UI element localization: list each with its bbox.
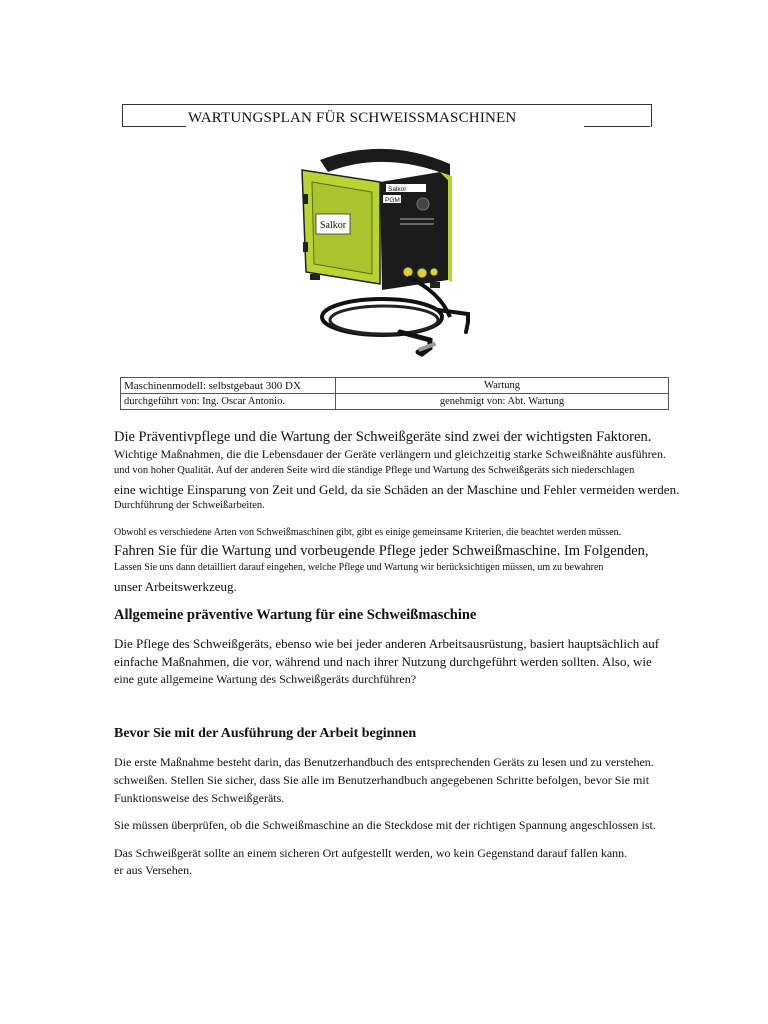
document-title: WARTUNGSPLAN FÜR SCHWEISSMASCHINEN [188,110,517,126]
intro-line: Lassen Sie uns dann detailliert darauf eingehen, welche Pflege und Wartung wir berücksichtigen müssen, um zu bewahren [114,562,604,573]
table-cell-model: Maschinenmodell: selbstgebaut 300 DX [121,378,336,394]
intro-line: und von hoher Qualität. Auf der anderen Seite wird die ständige Pflege und Wartung des Schweißgeräts sich niederschlagen [114,465,635,476]
machine-info-table [120,377,669,410]
title-underline-right [584,126,650,127]
section2-line: Funktionsweise des Schweißgeräts. [114,791,285,805]
intro-line: unser Arbeitswerkzeug. [114,579,237,594]
intro-line: eine wichtige Einsparung von Zeit und Geld, da sie Schäden an der Maschine und Fehler vermeiden werden. [114,482,680,497]
welding-machine-image [290,142,480,360]
section2-line: Die erste Maßnahme besteht darin, das Benutzerhandbuch des entsprechenden Geräts zu lesen und zu verstehen. [114,755,654,769]
section-heading-general-maintenance: Allgemeine präventive Wartung für eine Schweißmaschine [114,607,477,623]
table-cell-performed-by: durchgeführt von: Ing. Oscar Antonio. [121,394,336,410]
table-row [121,394,669,410]
table-cell-approved-by: genehmigt von: Abt. Wartung [336,394,669,410]
table-cell-wartung: Wartung [336,378,669,394]
table-row [121,378,669,394]
side-label-text: Salkor [319,220,347,231]
section2-line: schweißen. Stellen Sie sicher, dass Sie alle im Benutzerhandbuch angegebenen Schritte befolgen, bevor Sie mit [114,773,650,787]
section2-line: Sie müssen überprüfen, ob die Schweißmaschine an die Steckdose mit der richtigen Spannung angeschlossen ist. [114,818,656,832]
section1-line: eine gute allgemeine Wartung des Schweißgeräts durchführen? [114,672,417,686]
section2-line: Das Schweißgerät sollte an einem sicheren Ort aufgestellt werden, wo kein Gegenstand darauf fallen kann. [114,846,628,860]
section2-line: er aus Versehen. [114,863,193,877]
title-underline-left [122,126,186,127]
panel-label-1: Salkor [388,186,407,193]
section1-line: Die Pflege des Schweißgeräts, ebenso wie bei jeder anderen Arbeitsausrüstung, basiert hauptsächlich auf [114,636,660,651]
section-heading-before-work: Bevor Sie mit der Ausführung der Arbeit beginnen [114,726,417,741]
intro-line: Die Präventivpflege und die Wartung der Schweißgeräte sind zwei der wichtigsten Faktoren. [114,429,652,445]
intro-line: Fahren Sie für die Wartung und vorbeugende Pflege jeder Schweißmaschine. Im Folgenden, [114,543,649,559]
intro-line: Durchführung der Schweißarbeiten. [114,500,265,511]
intro-line: Obwohl es verschiedene Arten von Schweißmaschinen gibt, gibt es einige gemeinsame Kriterien, die beachtet werden müssen. [114,527,622,538]
intro-line: Wichtige Maßnahmen, die die Lebensdauer der Geräte verlängern und gleichzeitig starke Schweißnähte ausführen. [114,447,666,461]
section1-line: einfache Maßnahmen, die vor, während und nach ihrer Nutzung durchgeführt werden sollten. Also, wie [114,654,652,669]
panel-label-2: PGM [385,197,400,204]
